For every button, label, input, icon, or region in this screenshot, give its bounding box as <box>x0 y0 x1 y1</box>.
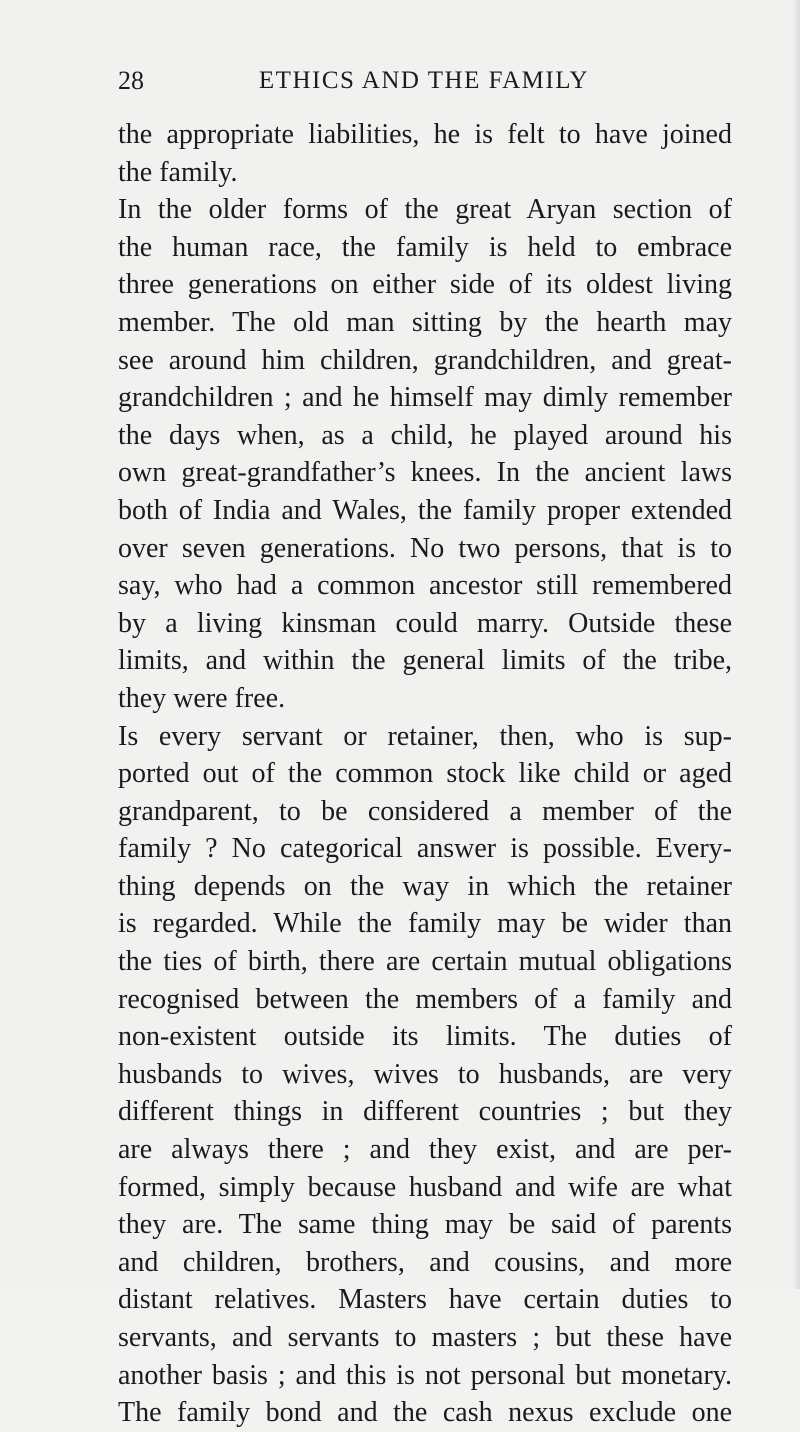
page-edge <box>794 0 800 1289</box>
text-line: distant relatives. Masters have certain duties to <box>118 1284 732 1316</box>
text-line: grandparent, to be considered a member of the <box>118 795 732 827</box>
text-line: they are. The same thing may be said of parents <box>118 1209 732 1241</box>
text-line: recognised between the members of a family and <box>118 983 732 1015</box>
text-line: the family. <box>118 156 238 188</box>
text-line: the ties of birth, there are certain mutual obligations <box>118 946 732 978</box>
text-line: they were free. <box>118 682 286 714</box>
text-line: are always there ; and they exist, and are per- <box>118 1134 732 1166</box>
text-line: husbands to wives, wives to husbands, are very <box>118 1058 732 1090</box>
text-line: member. The old man sitting by the hearth may <box>118 306 732 338</box>
text-line: by a living kinsman could marry. Outside these <box>118 607 732 639</box>
text-line: over seven generations. No two persons, that is to <box>118 532 732 564</box>
text-line: both of India and Wales, the family proper extended <box>118 494 732 526</box>
page-header <box>118 66 730 106</box>
text-line: non-existent outside its limits. The duties of <box>118 1021 732 1053</box>
text-line: three generations on either side of its oldest living <box>118 269 732 301</box>
text-line: the human race, the family is held to embrace <box>118 231 732 263</box>
text-line: The family bond and the cash nexus exclude one <box>118 1397 732 1429</box>
text-line: Is every servant or retainer, then, who is sup- <box>118 720 732 752</box>
text-line: and children, brothers, and cousins, and more <box>118 1246 732 1278</box>
page-number: 28 <box>118 66 144 95</box>
text-line: In the older forms of the great Aryan section of <box>118 194 732 226</box>
text-line: own great-grandfather’s knees. In the ancient laws <box>118 457 732 489</box>
text-line: family ? No categorical answer is possible. Every- <box>118 833 732 865</box>
text-line: thing depends on the way in which the retainer <box>118 870 732 902</box>
text-line: the days when, as a child, he played around his <box>118 419 732 451</box>
running-title: ETHICS AND THE FAMILY <box>258 67 590 94</box>
text-line: say, who had a common ancestor still remembered <box>118 570 732 602</box>
text-line: servants, and servants to masters ; but these have <box>118 1322 732 1353</box>
text-line: is regarded. While the family may be wider than <box>118 908 732 940</box>
text-line: ported out of the common stock like child or aged <box>118 758 732 790</box>
text-line: formed, simply because husband and wife are what <box>118 1171 732 1203</box>
body-text <box>118 116 732 1432</box>
text-line: another basis ; and this is not personal but monetary. <box>118 1359 732 1391</box>
text-line: grandchildren ; and he himself may dimly remember <box>118 382 732 414</box>
text-line: the appropriate liabilities, he is felt to have joined <box>118 119 732 150</box>
text-line: different things in different countries ; but they <box>118 1096 732 1128</box>
text-line: see around him children, grandchildren, and great- <box>118 344 732 376</box>
text-line: limits, and within the general limits of the tribe, <box>118 645 732 677</box>
